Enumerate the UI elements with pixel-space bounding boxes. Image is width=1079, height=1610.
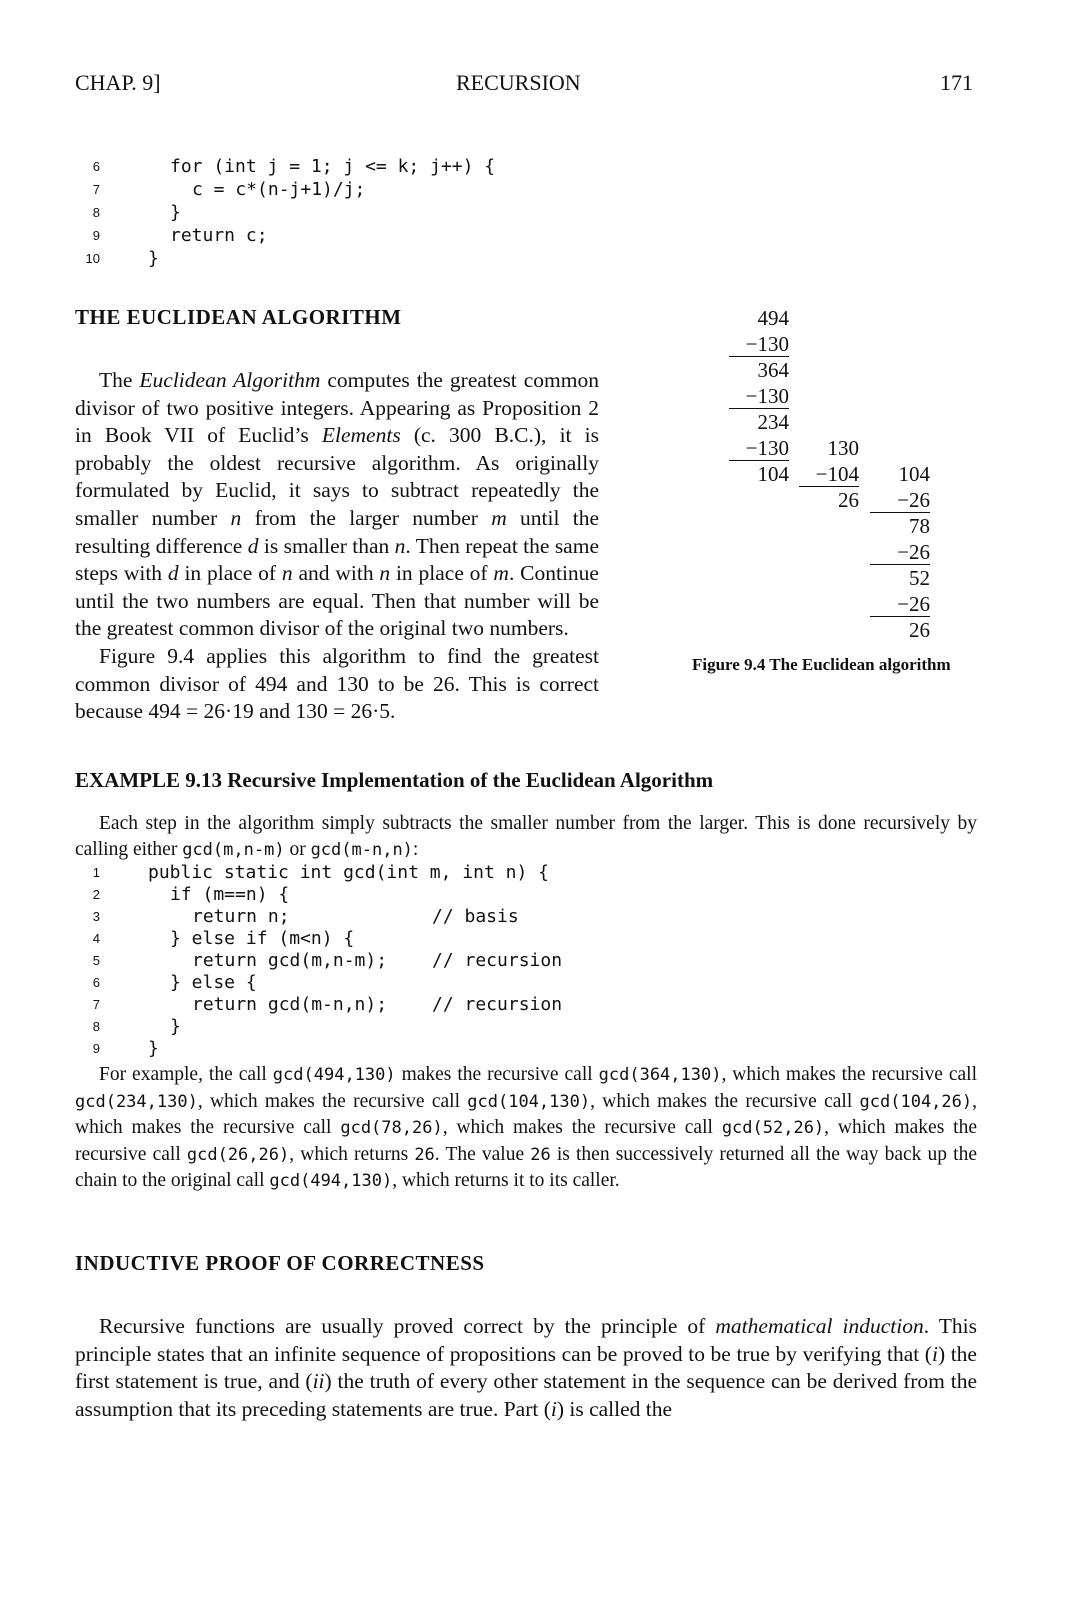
line-number: 3 <box>92 909 100 924</box>
fig-number: −26 <box>870 539 930 565</box>
line-number: 9 <box>92 228 100 243</box>
line-number: 5 <box>92 953 100 968</box>
fig-number: −130 <box>729 383 789 409</box>
fig-number: 52 <box>909 566 930 590</box>
code-text: } else if (m<n) { <box>170 928 355 949</box>
code-text: } <box>170 1016 181 1037</box>
paragraph: Figure 9.4 applies this algorithm to find the greatest common divisor of 494 and 130 to be 26. This is correct because 494 = 26·19 and 130 = 26·5. <box>75 643 599 724</box>
section-heading-inductive-proof: INDUCTIVE PROOF OF CORRECTNESS <box>75 1251 485 1275</box>
code-comment: // basis <box>432 906 519 927</box>
paragraph: Each step in the algorithm simply subtracts the smaller number from the larger. This is done recursively by calling either gcd(m,n-m) or gcd(m-n,n): <box>75 813 977 860</box>
fig-number: 26 <box>838 488 859 512</box>
code-text: } <box>170 202 181 223</box>
code-text: } <box>148 248 159 269</box>
example-explanation <box>75 1062 977 1195</box>
code-text: } else { <box>170 972 257 993</box>
paragraph: The Euclidean Algorithm computes the greatest common divisor of two positive integers. Appearing as Proposition 2 in Book VII of Euclid’s Elements (c. 300 B.C.), it is probably the oldest recursive algorithm. As originally formulated by Euclid, it says to subtract repeatedly the smaller number n from the larger number m until the resulting difference d is smaller than n. Then repeat the same steps with d in place of n and with n in place of m. Continue until the two numbers are equal. Then that number will be the greatest common divisor of the original two numbers. <box>75 368 599 641</box>
page-number: 171 <box>940 70 973 95</box>
line-number: 7 <box>92 997 100 1012</box>
line-number: 6 <box>92 975 100 990</box>
code-text: if (m==n) { <box>170 884 290 905</box>
fig-number: 130 <box>827 436 859 460</box>
fig-number: −26 <box>870 591 930 617</box>
example-intro <box>75 811 977 863</box>
line-number: 8 <box>92 205 100 220</box>
fig-number: −130 <box>729 435 789 461</box>
fig-number: 104 <box>757 462 789 486</box>
line-number: 9 <box>92 1041 100 1056</box>
fig-number: −104 <box>799 461 859 487</box>
fig-number: 364 <box>757 358 789 382</box>
paragraph: Recursive functions are usually proved correct by the principle of mathematical induction. This principle states that an infinite sequence of propositions can be proved to be true by verifying that (i) the first statement is true, and (ii) the truth of every other statement in the sequence can be derived from the assumption that its preceding statements are true. Part (i) is called the <box>75 1314 977 1421</box>
inductive-paragraph <box>75 1313 977 1423</box>
fig-number: 234 <box>757 410 789 434</box>
fig-number: 104 <box>898 462 930 486</box>
code-text: public static int gcd(int m, int n) { <box>148 862 549 883</box>
running-title: RECURSION <box>456 70 581 95</box>
code-text: return c; <box>170 225 268 246</box>
code-text: } <box>148 1038 159 1059</box>
fig-number: 78 <box>909 514 930 538</box>
chapter-label: CHAP. 9] <box>75 70 161 95</box>
figure-euclidean-subtraction <box>0 305 1079 655</box>
code-text: return n; <box>192 906 290 927</box>
line-number: 10 <box>85 251 100 266</box>
line-number: 6 <box>92 159 100 174</box>
code-text: c = c*(n-j+1)/j; <box>192 179 366 200</box>
line-number: 4 <box>92 931 100 946</box>
fig-number: 26 <box>909 618 930 642</box>
code-text: for (int j = 1; j <= k; j++) { <box>170 156 496 177</box>
fig-number: 494 <box>757 306 789 330</box>
code-comment: // recursion <box>432 950 563 971</box>
line-number: 8 <box>92 1019 100 1034</box>
line-number: 7 <box>92 182 100 197</box>
paragraph: For example, the call gcd(494,130) makes the recursive call gcd(364,130), which makes the recursive call gcd(234,130), which makes the recursive call gcd(104,130), which makes the recursive call gcd(104,26), which makes the recursive call gcd(78,26), which makes the recursive call gcd(52,26), which makes the recursive call gcd(26,26), which returns 26. The value 26 is then successively returned all the way back up the chain to the original call gcd(494,130), which returns it to its caller. <box>75 1064 978 1191</box>
code-text: return gcd(m,n-m); <box>192 950 388 971</box>
example-title: EXAMPLE 9.13 Recursive Implementation of the Euclidean Algorithm <box>75 768 714 792</box>
fig-number: −130 <box>729 331 789 357</box>
code-comment: // recursion <box>432 994 563 1015</box>
line-number: 2 <box>92 887 100 902</box>
figure-caption: Figure 9.4 The Euclidean algorithm <box>692 655 951 674</box>
code-text: return gcd(m-n,n); <box>192 994 388 1015</box>
line-number: 1 <box>92 865 100 880</box>
section-heading-euclidean: THE EUCLIDEAN ALGORITHM <box>75 305 402 329</box>
fig-number: −26 <box>870 487 930 513</box>
